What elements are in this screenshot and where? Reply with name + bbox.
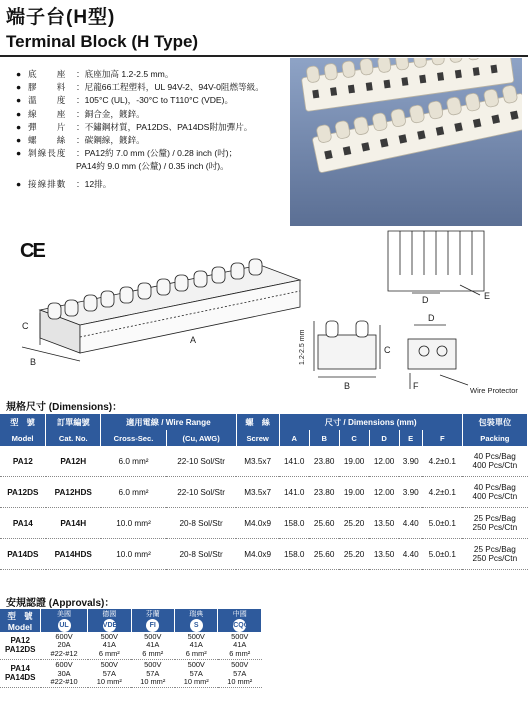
feature-item: ● 螺 絲 ： 碳鋼線，鍍鋅。 (16, 134, 286, 147)
appr-cell (175, 660, 218, 688)
col-d: D (369, 430, 399, 446)
appr-col-finland: 芬蘭 (131, 609, 174, 619)
feature-value: 碳鋼線，鍍鋅。 (84, 135, 145, 146)
feature-value: 不鏽鋼材質，PA12DS、PA14DS附加彈片。 (84, 121, 253, 132)
table-row (0, 446, 528, 477)
feature-value: 105°C (UL)，-30°C to T110°C (VDE)。 (84, 95, 234, 106)
feature-item: ● 彈 片 ： 不鏽鋼材質，PA12DS、PA14DS附加彈片。 (16, 121, 286, 134)
appr-cell (218, 632, 262, 660)
appr-v: 500V (187, 660, 205, 670)
feature-list (16, 68, 286, 191)
feature-item: ● 剝線長度 ： PA12約 7.0 mm (公釐) / 0.28 inch (吋)； (16, 147, 286, 160)
feature-item: ● 接線排數 ： 12排。 (16, 178, 286, 191)
packing-ctn: 250 Pcs/Ctn (472, 554, 518, 563)
feature-label: 線 座 (28, 108, 67, 119)
col-dims: 尺寸 / Dimensions (mm) (279, 414, 462, 430)
appr-a: 57A (189, 668, 203, 678)
col-cat: 訂單編號 (46, 414, 101, 430)
appr-w: 10 mm² (96, 677, 122, 687)
title-rule (0, 55, 528, 57)
table-row (0, 508, 528, 539)
cell-d: 13.50 (369, 508, 399, 539)
appr-a: 41A (189, 640, 203, 650)
appr-a: 41A (146, 640, 160, 650)
col-packing-en: Packing (462, 430, 527, 446)
packing-ctn: 400 Pcs/Ctn (472, 492, 518, 501)
appr-v: 500V (231, 632, 249, 641)
cell-screw: M4.0x9 (236, 508, 279, 539)
ul-cert (41, 619, 88, 632)
cell-cat: PA14H (46, 508, 101, 539)
cell-awg: 22-10 Sol/Str (166, 446, 236, 477)
cell-cross: 10.0 mm² (101, 508, 166, 539)
dim-label-d: D (422, 295, 429, 305)
feature-item: ● 線 座 ： 銅合金，鍍鋅。 (16, 108, 286, 121)
semko-icon: S (190, 619, 203, 632)
ce-mark: CE (20, 240, 44, 262)
col-model: 型 號 (0, 414, 46, 430)
cell-screw: M3.5x7 (236, 477, 279, 508)
cell-cross: 6.0 mm² (101, 446, 166, 477)
cell-packing (462, 539, 527, 570)
cqc-cert (218, 619, 262, 632)
cell-b: 23.80 (309, 477, 339, 508)
cell-model: PA14DS (0, 539, 46, 570)
semko-cert (175, 619, 218, 632)
appr-a: 57A (146, 668, 160, 678)
cell-e: 4.40 (399, 539, 422, 570)
table-row (0, 477, 528, 508)
table-row (0, 539, 528, 570)
col-a: A (279, 430, 309, 446)
cell-awg: 20-8 Sol/Str (166, 539, 236, 570)
feature-value: PA12約 7.0 mm (公釐) / 0.28 inch (吋)； (84, 148, 238, 159)
appr-cell-model (0, 632, 41, 660)
packing-bag: 40 Pcs/Bag (473, 483, 516, 492)
feature-label: 螺 絲 (28, 135, 67, 146)
appr-a: 57A (233, 668, 247, 678)
feature-label: 底 座 (28, 69, 67, 79)
appr-a: 41A (233, 640, 247, 650)
col-screw-en: Screw (236, 430, 279, 446)
col-e: E (399, 430, 422, 446)
appr-cell (218, 660, 262, 688)
approval-row (0, 632, 262, 660)
approval-row (0, 660, 262, 688)
feature-label: 溫 度 (28, 95, 67, 106)
appr-w: 6 mm² (142, 648, 164, 658)
appr-col-usa: 美國 (41, 609, 88, 619)
packing-bag: 25 Pcs/Bag (473, 545, 516, 554)
approvals-section-title: 安規認證 (Approvals)： (6, 598, 115, 609)
dim-label-b: B (30, 357, 37, 367)
cell-f: 5.0±0.1 (422, 539, 462, 570)
feature-item: ● 膠 料 ： 尼龍66工程塑料，UL 94V-2、94V-0阻燃等級。 (16, 81, 286, 94)
cell-e: 4.40 (399, 508, 422, 539)
cell-awg: 20-8 Sol/Str (166, 508, 236, 539)
appr-v: 500V (187, 632, 205, 641)
appr-v: 500V (231, 660, 249, 670)
col-model-en: Model (0, 430, 46, 446)
cell-cross: 10.0 mm² (101, 539, 166, 570)
cell-f: 5.0±0.1 (422, 508, 462, 539)
packing-bag: 40 Pcs/Bag (473, 452, 516, 461)
dim-label-d2: D (428, 313, 435, 323)
technical-drawing (0, 225, 528, 395)
appr-cell (88, 632, 131, 660)
appr-model1: PA12 (10, 636, 30, 646)
wire-protector-label: Wire Protector (470, 386, 518, 395)
appr-v: 500V (100, 660, 118, 670)
appr-a: 57A (102, 668, 116, 678)
cell-cross: 6.0 mm² (101, 477, 166, 508)
appr-w: 10 mm² (183, 677, 209, 687)
cell-d: 12.00 (369, 446, 399, 477)
col-screw: 螺 絲 (236, 414, 279, 430)
cell-model: PA14 (0, 508, 46, 539)
cell-f: 4.2±0.1 (422, 446, 462, 477)
appr-v: 500V (144, 660, 162, 670)
appr-col-germany: 德國 (88, 609, 131, 619)
col-f: F (422, 430, 462, 446)
cell-b: 25.60 (309, 508, 339, 539)
feature-label: 接線排數 (28, 178, 67, 189)
ul-icon: UL (58, 619, 71, 632)
cell-cat: PA12HDS (46, 477, 101, 508)
dimensions-section-title: 規格尺寸 (Dimensions)： (6, 402, 123, 413)
cell-a: 158.0 (279, 508, 309, 539)
vde-cert (88, 619, 131, 632)
approvals-table (0, 609, 262, 688)
cell-c: 25.20 (339, 539, 369, 570)
product-photo (290, 58, 522, 226)
feature-label: 膠 料 (28, 82, 67, 93)
cell-screw: M3.5x7 (236, 446, 279, 477)
appr-v: 500V (100, 632, 118, 641)
dim-label-a: A (190, 335, 197, 345)
appr-w: 10 mm² (227, 677, 253, 687)
dim-label-c: C (22, 321, 29, 331)
appr-w: 6 mm² (98, 648, 120, 658)
col-b: B (309, 430, 339, 446)
appr-cell (131, 660, 174, 688)
dim-label-f: F (413, 381, 419, 391)
feature-item: ● 底 座 ： 底座加高 1.2-2.5 mm。 (16, 68, 286, 81)
cell-awg: 22-10 Sol/Str (166, 477, 236, 508)
appr-w: 6 mm² (229, 648, 251, 658)
appr-model1: PA14 (10, 664, 30, 674)
dim-label-b2: B (344, 381, 351, 391)
appr-a: 30A (57, 668, 71, 678)
cell-b: 23.80 (309, 446, 339, 477)
cell-model: PA12DS (0, 477, 46, 508)
feature-value-cont: PA14約 9.0 mm (公釐) / 0.35 inch (吋)。 (76, 161, 229, 172)
appr-cell (131, 632, 174, 660)
appr-w: #22-#10 (50, 677, 78, 687)
page-title-en: Terminal Block (H Type) (6, 32, 199, 51)
cell-model: PA12 (0, 446, 46, 477)
feature-item: ● 溫 度 ： 105°C (UL)，-30°C to T110°C (VDE)。 (16, 94, 286, 107)
appr-cell (41, 632, 88, 660)
cell-a: 158.0 (279, 539, 309, 570)
dim-label-c2: C (384, 345, 391, 355)
appr-model-en: Model (7, 621, 33, 632)
cell-d: 13.50 (369, 539, 399, 570)
feature-value: 尼龍66工程塑料，UL 94V-2、94V-0阻燃等級。 (84, 82, 264, 93)
col-cross: Cross-Sec. (101, 430, 166, 446)
cell-a: 141.0 (279, 477, 309, 508)
cell-packing (462, 446, 527, 477)
packing-bag: 25 Pcs/Bag (473, 514, 516, 523)
cell-cat: PA12H (46, 446, 101, 477)
packing-ctn: 250 Pcs/Ctn (472, 523, 518, 532)
height-note: 1.2-2.5 mm (299, 329, 306, 365)
appr-col-sweden: 瑞典 (175, 609, 218, 619)
appr-w: 6 mm² (185, 648, 207, 658)
cell-d: 12.00 (369, 477, 399, 508)
appr-model-cn: 型 號 (7, 610, 33, 621)
appr-a: 41A (102, 640, 116, 650)
dimensions-table (0, 414, 528, 570)
appr-cell (88, 660, 131, 688)
feature-value: 12排。 (84, 178, 112, 189)
appr-model2: PA14DS (4, 672, 36, 682)
appr-a: 20A (57, 640, 71, 650)
appr-col-model (0, 609, 41, 632)
cell-screw: M4.0x9 (236, 539, 279, 570)
appr-v: 600V (55, 660, 73, 670)
feature-value: 底座加高 1.2-2.5 mm。 (84, 69, 174, 79)
cell-c: 19.00 (339, 477, 369, 508)
appr-v: 500V (144, 632, 162, 641)
packing-ctn: 400 Pcs/Ctn (472, 461, 518, 470)
cell-cat: PA14HDS (46, 539, 101, 570)
cell-packing (462, 477, 527, 508)
cell-c: 25.20 (339, 508, 369, 539)
appr-cell (175, 632, 218, 660)
cell-f: 4.2±0.1 (422, 477, 462, 508)
col-packing: 包裝單位 (462, 414, 527, 430)
fi-cert (131, 619, 174, 632)
col-wire-range: 適用電線 / Wire Range (101, 414, 236, 430)
cell-a: 141.0 (279, 446, 309, 477)
feature-label: 彈 片 (28, 121, 67, 132)
cell-e: 3.90 (399, 477, 422, 508)
dim-label-e: E (484, 291, 491, 301)
cell-e: 3.90 (399, 446, 422, 477)
appr-v: 600V (55, 632, 73, 641)
appr-model2: PA12DS (4, 644, 36, 654)
feature-label: 剝線長度 (28, 148, 67, 159)
col-cat-en: Cat. No. (46, 430, 101, 446)
appr-col-china: 中國 (218, 609, 262, 619)
cell-b: 25.60 (309, 539, 339, 570)
cqc-icon: CQC (233, 619, 246, 632)
appr-cell (41, 660, 88, 688)
cell-c: 19.00 (339, 446, 369, 477)
vde-icon: VDE (103, 619, 116, 632)
appr-w: 10 mm² (140, 677, 166, 687)
page-title-cn: 端子台(H型) (6, 7, 116, 28)
cell-packing (462, 508, 527, 539)
fi-icon: FI (146, 619, 159, 632)
col-c: C (339, 430, 369, 446)
appr-cell-model (0, 660, 41, 688)
feature-value: 銅合金，鍍鋅。 (84, 108, 145, 119)
col-awg: (Cu, AWG) (166, 430, 236, 446)
appr-w: #22-#12 (50, 648, 78, 658)
